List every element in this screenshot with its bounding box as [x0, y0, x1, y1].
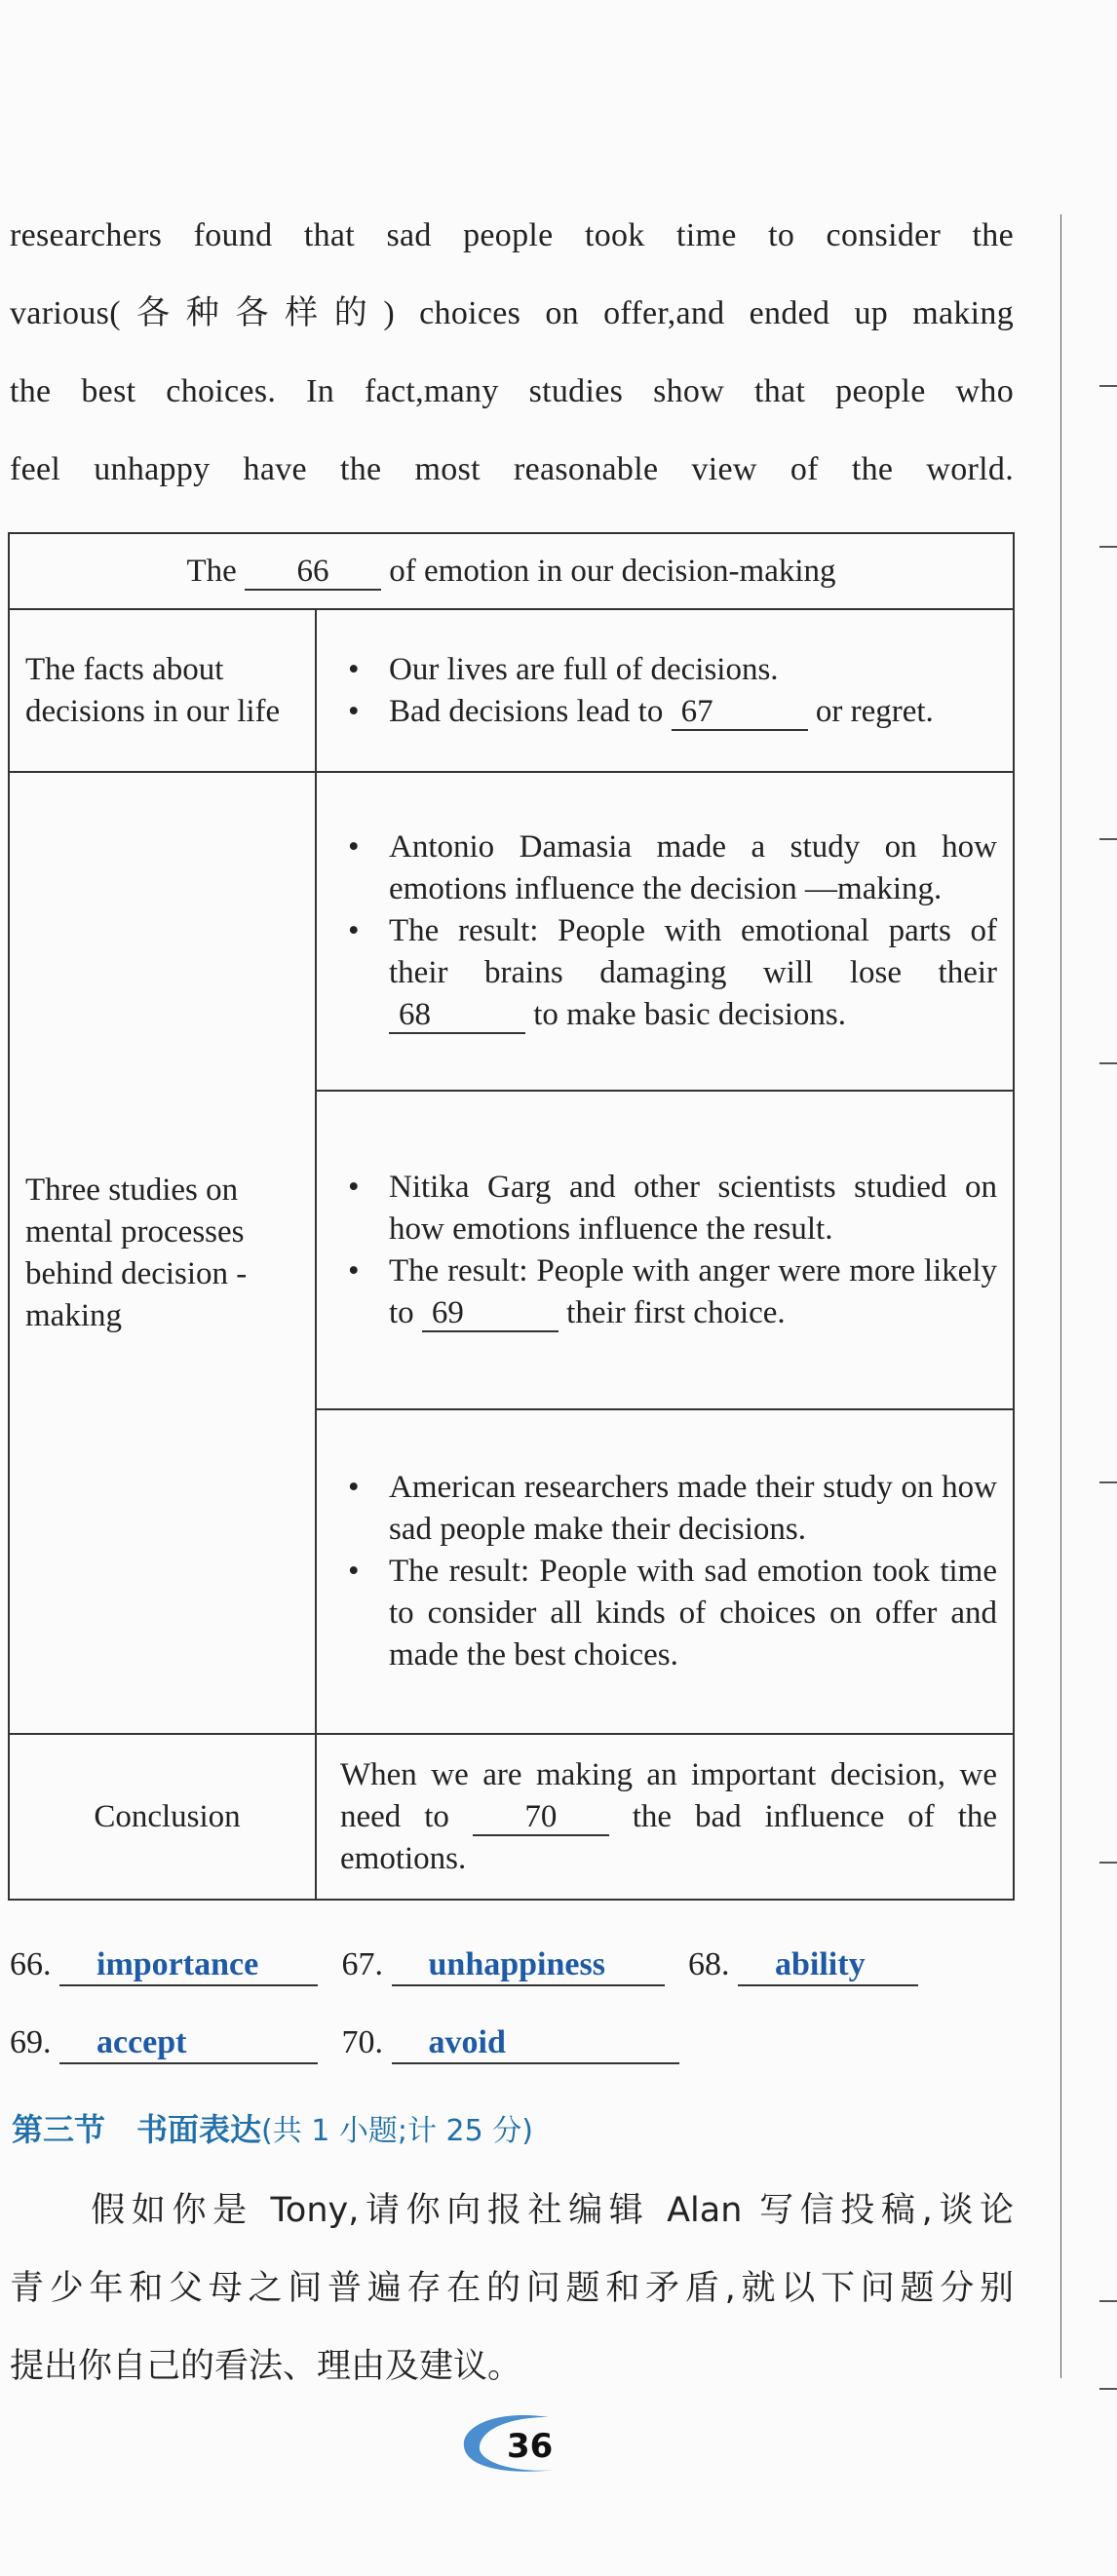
paragraph-line: researchers found that sad people took time to consider the	[10, 217, 1014, 253]
study-2	[316, 1091, 1014, 1409]
bullet-item: • The result: People with emotional parts of their brains damaging will lose their 68 to make basic decisions.	[340, 910, 997, 1036]
paragraph-line: feel unhappy have the most reasonable view of the world.	[10, 451, 1014, 487]
table-title: The 66 of emotion in our decision-making	[9, 533, 1014, 609]
paragraph-line: various(各种各样的) choices on offer,and ended up making	[10, 295, 1014, 331]
row-content-facts	[316, 609, 1014, 772]
study-3	[316, 1409, 1014, 1734]
blank-66[interactable]: 66	[245, 554, 381, 591]
cut-mark	[1099, 385, 1117, 387]
paragraph-line: the best choices. In fact,many studies show that people who	[10, 373, 1014, 409]
row-content-conclusion: When we are making an important decision, we need to 70 the bad influence of the emotions.	[316, 1734, 1014, 1900]
section-heading: 第三节 书面表达(共 1 小题;计 25 分)	[12, 2111, 533, 2148]
cut-mark	[1099, 1481, 1117, 1483]
study-1	[316, 772, 1014, 1091]
bullet-item: • Antonio Damasia made a study on how emotions influence the decision —making.	[340, 827, 997, 910]
column-divider	[1060, 214, 1061, 2378]
blank-70[interactable]: 70	[473, 1799, 609, 1836]
prompt-line: 青少年和父母之间普遍存在的问题和矛盾,就以下问题分别	[10, 2269, 1014, 2308]
cut-mark	[1099, 2388, 1117, 2390]
cut-mark	[1099, 1062, 1117, 1064]
row-label-conclusion: Conclusion	[9, 1734, 316, 1900]
bullet-item: • The result: People with sad emotion took time to consider all kinds of choices on offer and made the best choices.	[340, 1551, 997, 1676]
cut-mark	[1099, 838, 1117, 840]
prompt-line: 提出你自己的看法、理由及建议。	[10, 2347, 522, 2386]
answer-70[interactable]: avoid	[392, 2023, 679, 2064]
answer-67[interactable]: unhappiness	[392, 1945, 665, 1986]
row-label-facts: The facts about decisions in our life	[9, 609, 316, 772]
bullet-item: • Nitika Garg and other scientists studied on how emotions influence the result.	[340, 1167, 997, 1250]
bullet-item: • American researchers made their study on how sad people make their decisions.	[340, 1467, 997, 1551]
prompt-line: 假如你是 Tony,请你向报社编辑 Alan 写信投稿,谈论	[10, 2191, 1014, 2230]
bullet-item: • Bad decisions lead to 67 or regret.	[340, 691, 997, 733]
bullet-item: • The result: People with anger were more likely to 69 their first choice.	[340, 1250, 997, 1334]
answer-row: 66. importance 67. unhappiness 68. ability	[10, 1945, 918, 1986]
blank-67[interactable]: 67	[672, 694, 808, 731]
summary-table	[8, 532, 1015, 1901]
cut-mark	[1099, 1862, 1117, 1864]
answer-68[interactable]: ability	[738, 1945, 918, 1986]
answer-row: 69. accept 70. avoid	[10, 2023, 679, 2064]
blank-68[interactable]: 68	[389, 997, 525, 1034]
cut-mark	[1099, 546, 1117, 548]
page-number: 36	[507, 2427, 554, 2466]
answer-69[interactable]: accept	[59, 2023, 318, 2064]
answer-66[interactable]: importance	[59, 1945, 318, 1986]
row-label-studies: Three studies on mental processes behind decision -making	[9, 772, 316, 1734]
cut-mark	[1099, 2300, 1117, 2302]
blank-69[interactable]: 69	[422, 1295, 558, 1332]
bullet-item: • Our lives are full of decisions.	[340, 649, 997, 691]
